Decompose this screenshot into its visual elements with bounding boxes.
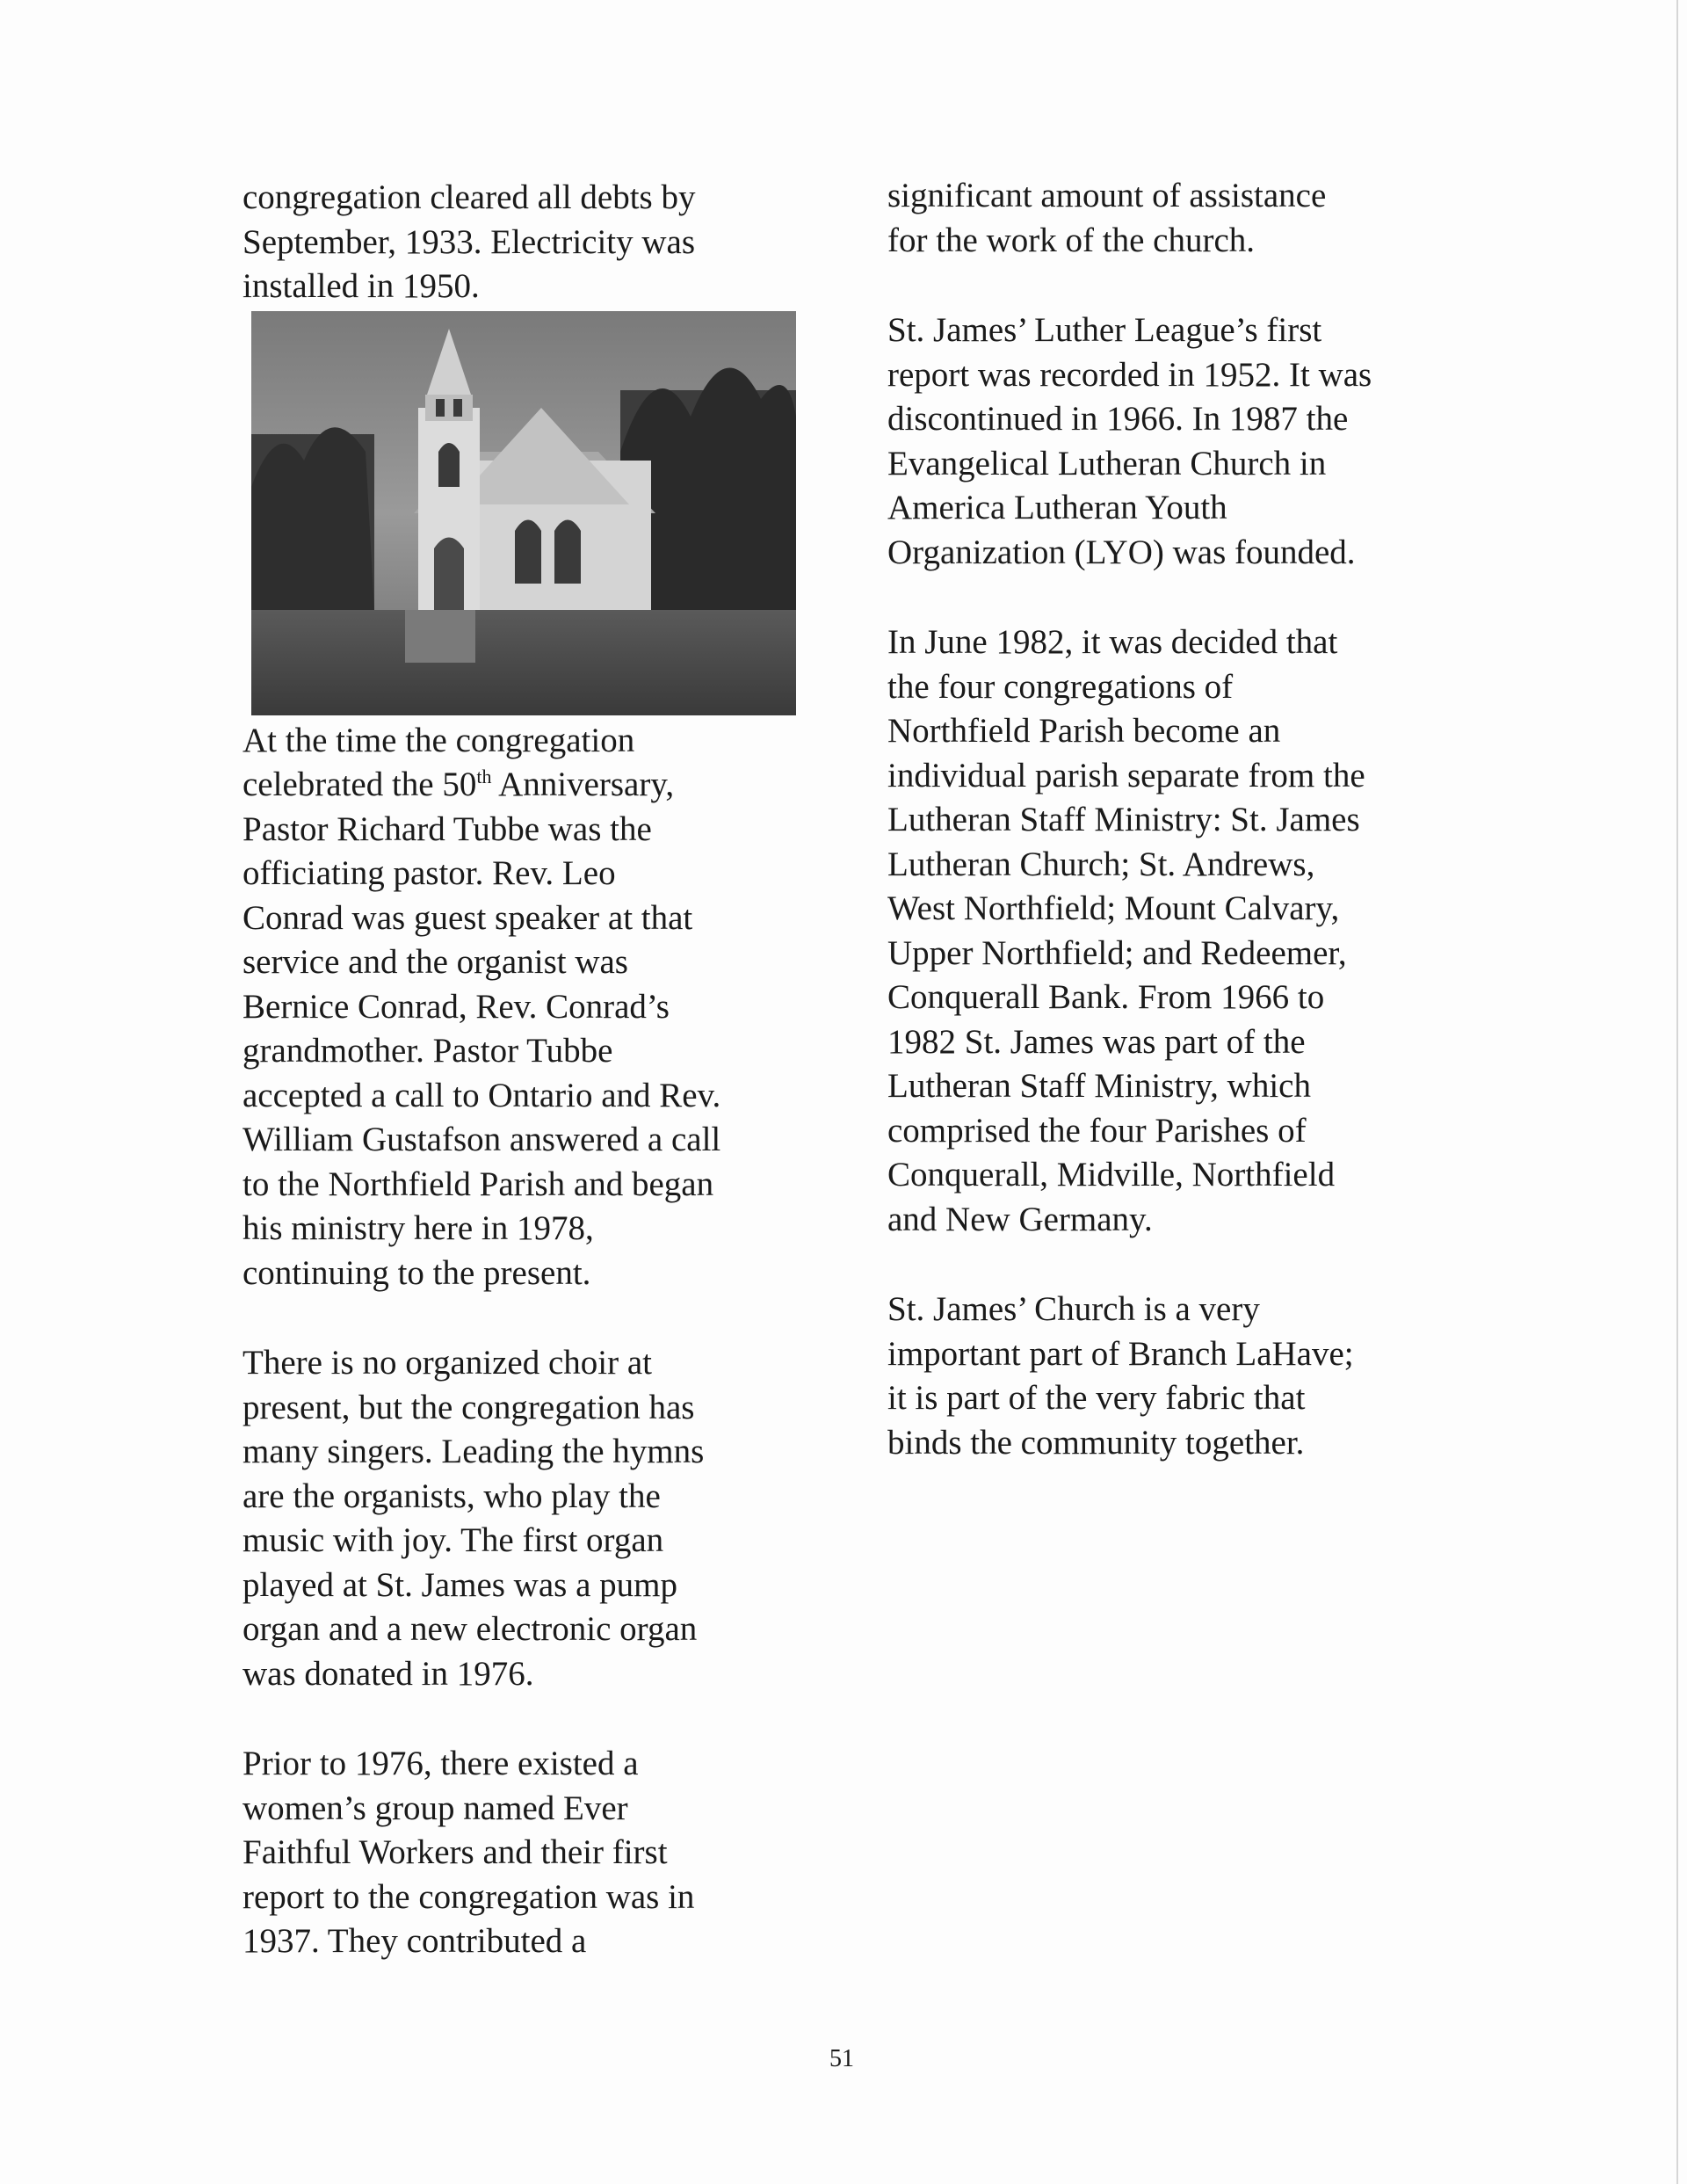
- ordinal-superscript: th: [476, 765, 492, 787]
- left-column: [243, 176, 805, 1964]
- right-paragraph-2: St. James’ Luther League’s first report was recorded in 1952. It was discontinued in 1966. In 1987 the Evangelical Lutheran Church in America Lutheran Youth Organization (LYO) was founded.: [887, 311, 1372, 571]
- scan-edge: [1676, 0, 1678, 2184]
- left-paragraph-2-text-b: Anniversary, Pastor Richard Tubbe was the officiating pastor. Rev. Leo Conrad was guest speaker at that service and the organist was Bernice Conrad, Rev. Conrad’s grandmother. Pastor Tubbe accepted a call to Ontario and Rev. William Gustafson answered a call to the Northfield Parish and began his ministry here in 1978, continuing to the present.: [243, 765, 721, 1292]
- left-paragraph-2: [243, 719, 805, 1296]
- page-number: 51: [829, 2045, 854, 2072]
- left-paragraph-4: Prior to 1976, there existed a women’s group named Ever Faithful Workers and their first report to the congregation was in 1937. They contributed a: [243, 1745, 695, 1960]
- church-photo: [251, 311, 796, 715]
- church-steps: [405, 610, 475, 663]
- left-paragraph-2-text-a: At the time the congregation celebrated the 50: [243, 721, 635, 803]
- left-paragraph-3: There is no organized choir at present, but the congregation has many singers. Leading the hymns are the organists, who play the music with joy. The first organ played at St. James was a pump organ and a new electronic organ was donated in 1976.: [243, 1344, 705, 1693]
- right-column: [887, 174, 1450, 1465]
- photo-lawn: [251, 610, 796, 715]
- right-paragraph-3: In June 1982, it was decided that the four congregations of Northfield Parish become an individual parish separate from the Lutheran Staff Ministry: St. James Lutheran Church; St. Andrews, West Northfield; Mount Calvary, Upper Northfield; and Redeemer, Conquerall Bank. From 1966 to 1982 St. James was part of the Lutheran Staff Ministry, which comprised the four Parishes of Conquerall, Midville, Northfield and New Germany.: [887, 623, 1365, 1238]
- right-paragraph-4: St. James’ Church is a very important part of Branch LaHave; it is part of the very fabric that binds the community together.: [887, 1290, 1354, 1462]
- right-paragraph-1: significant amount of assistance for the work of the church.: [887, 177, 1327, 259]
- left-paragraph-1: congregation cleared all debts by September, 1933. Electricity was installed in 1950.: [243, 178, 696, 305]
